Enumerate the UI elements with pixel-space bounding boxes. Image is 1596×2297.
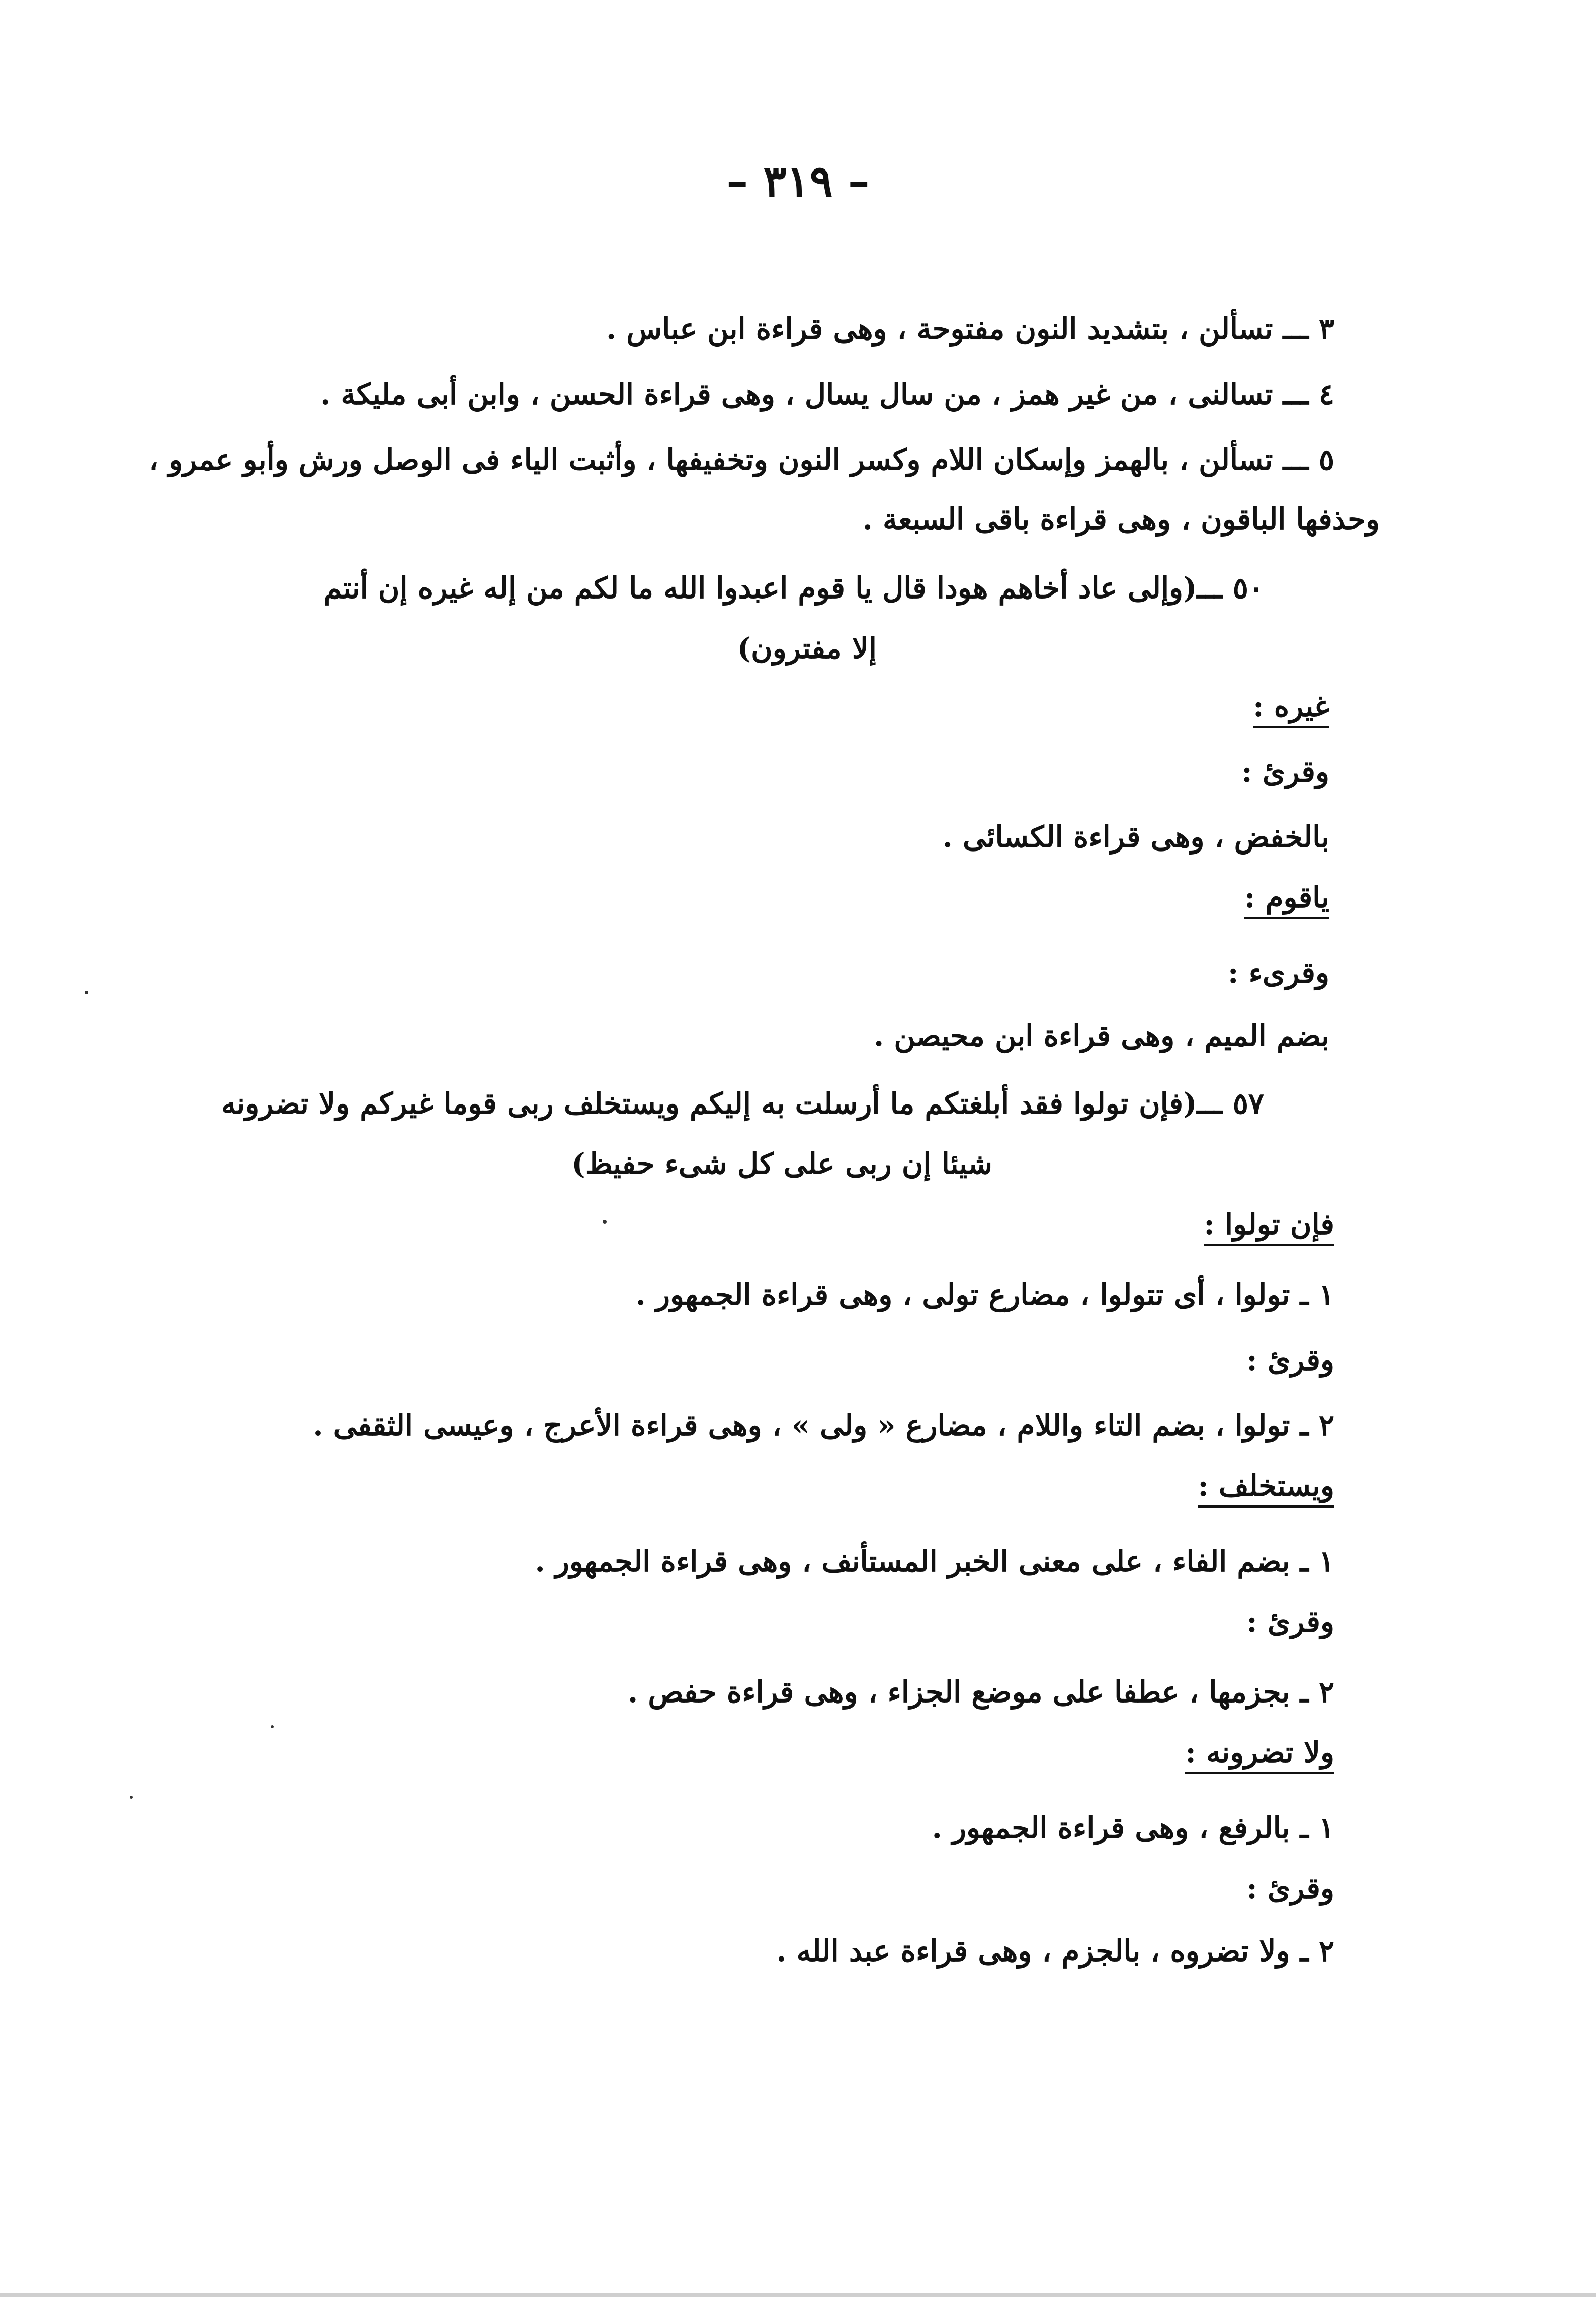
- reading-tawallaw-2: ٢ ـ تولوا ، بضم التاء واللام ، مضارع « ولى » ، وهى قراءة الأعرج ، وعيسى الثقفى .: [313, 1408, 1334, 1442]
- scan-speck: [85, 991, 88, 994]
- heading-ya-qawm: ياقوم :: [1244, 883, 1329, 919]
- verse-50-line-1: ٥٠ ـــ(وإلى عاد أخاهم هودا قال يا قوم اعبدوا الله ما لكم من إله غيره إن أنتم: [323, 571, 1264, 605]
- wa-quria-label-4: وقرئ :: [1246, 1604, 1334, 1639]
- verse-57-line-2: شيئا إن ربى على كل شىء حفيظ): [571, 1147, 992, 1181]
- reading-tadurrunahu-1: ١ ـ بالرفع ، وهى قراءة الجمهور .: [932, 1811, 1334, 1845]
- variant-line-4: ٤ ـــ تسالنى ، من غير همز ، من سال يسال ، وهى قراءة الحسن ، وابن أبى مليكة .: [320, 377, 1334, 411]
- reading-khafd: بالخفض ، وهى قراءة الكسائى .: [942, 820, 1329, 854]
- reading-yastakhlif-1: ١ ـ بضم الفاء ، على معنى الخبر المستأنف ، وهى قراءة الجمهور .: [535, 1544, 1334, 1578]
- reading-tadurrunahu-2: ٢ ـ ولا تضروه ، بالجزم ، وهى قراءة عبد الله .: [776, 1934, 1334, 1968]
- heading-fa-in-tawallaw: فإن تولوا :: [1204, 1210, 1334, 1246]
- heading-ghayruh: غيره :: [1253, 692, 1329, 728]
- scan-speck: [130, 1796, 133, 1799]
- wa-quria-label-3: وقرئ :: [1246, 1343, 1334, 1377]
- scan-speck: [603, 1220, 607, 1224]
- variant-line-3: ٣ ـــ تسألن ، بتشديد النون مفتوحة ، وهى قراءة ابن عباس .: [606, 312, 1334, 346]
- heading-yastakhlif: ويستخلف :: [1198, 1471, 1334, 1508]
- page-number: – ٣١٩ –: [726, 156, 870, 207]
- reading-tawallaw-1: ١ ـ تولوا ، أى تتولوا ، مضارع تولى ، وهى قراءة الجمهور .: [635, 1278, 1334, 1312]
- heading-la-tadurrunahu: ولا تضرونه :: [1185, 1738, 1334, 1774]
- reading-yastakhlif-2: ٢ ـ بجزمها ، عطفا على موضع الجزاء ، وهى قراءة حفص .: [628, 1675, 1334, 1709]
- reading-damm-mim: بضم الميم ، وهى قراءة ابن محيصن .: [873, 1018, 1329, 1053]
- viewer-bottom-edge: [0, 2293, 1596, 2297]
- scan-speck: [271, 1725, 274, 1728]
- variant-line-5-continued: وحذفها الباقون ، وهى قراءة باقى السبعة .: [862, 502, 1380, 536]
- wa-quria-label-5: وقرئ :: [1246, 1871, 1334, 1905]
- verse-57-line-1: ٥٧ ـــ(فإن تولوا فقد أبلغتكم ما أرسلت به إليكم ويستخلف ربى قوما غيركم ولا تضرونه: [221, 1086, 1264, 1121]
- variant-line-5: ٥ ـــ تسألن ، بالهمز وإسكان اللام وكسر النون وتخفيفها ، وأثبت الياء فى الوصل ورش وأبو عمرو ،: [149, 443, 1334, 477]
- verse-50-line-2: إلا مفترون): [737, 631, 877, 665]
- wa-quria-label-1: وقرئ :: [1241, 754, 1329, 789]
- wa-quria-label-2: وقرىء :: [1227, 956, 1329, 990]
